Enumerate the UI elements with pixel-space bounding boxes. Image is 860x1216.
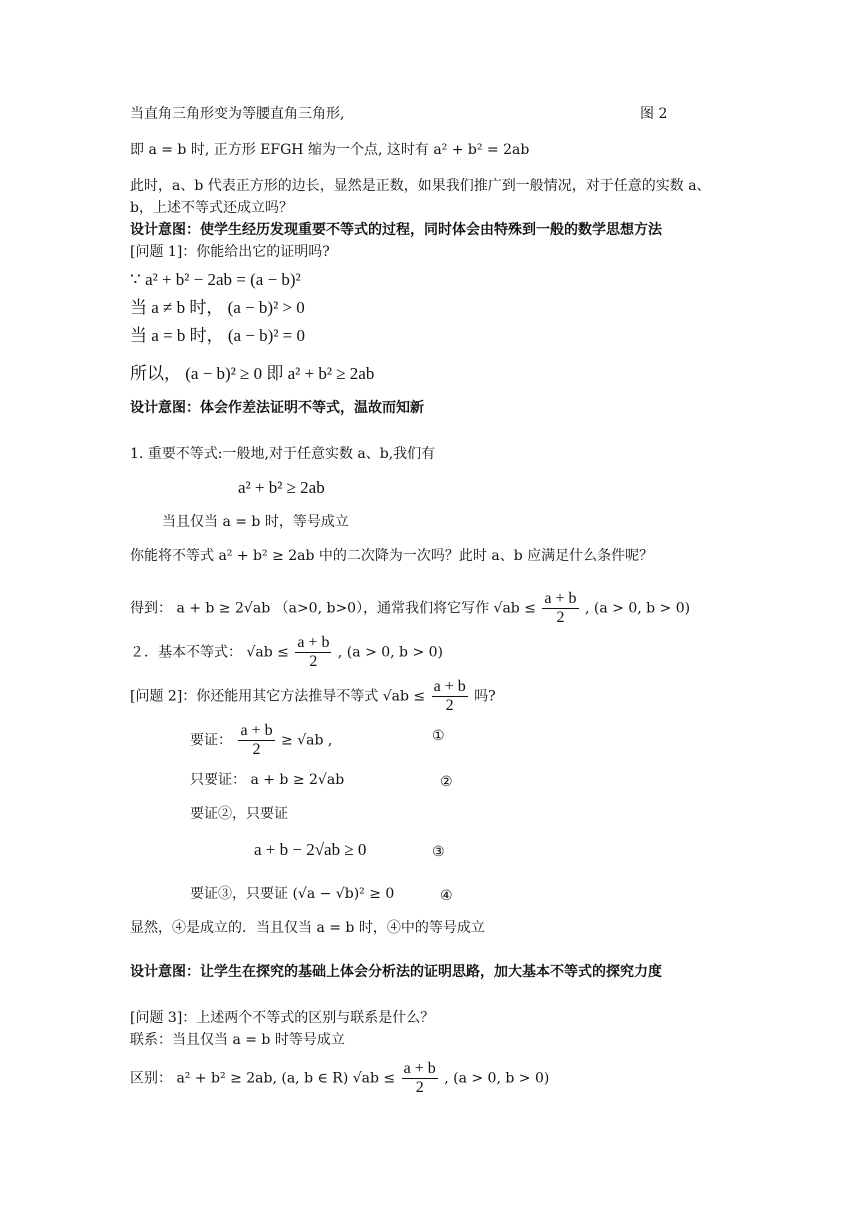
proof-step-1	[190, 722, 332, 759]
frac-den: 2	[309, 653, 318, 670]
circle-1: ①	[432, 728, 445, 744]
difference	[130, 1060, 549, 1097]
theorem-2-cond: , (a > 0, b > 0)	[337, 644, 444, 661]
question-degree: 你能将不等式 a² + b² ≥ 2ab 中的二次降为一次吗？此时 a、b 应满足什么条件呢？	[130, 548, 654, 564]
design-intent-1: 设计意图：使学生经历发现重要不等式的过程，同时体会由特殊到一般的数学思想方法	[130, 222, 662, 238]
text-line-4: b，上述不等式还成立吗？	[130, 200, 293, 216]
circle-2: ②	[440, 774, 453, 790]
proof-step-2: 只要证： a + b ≥ 2√ab	[190, 772, 345, 788]
frac-den: 2	[556, 609, 565, 626]
difference-text: 区别： a² + b² ≥ 2ab, (a, b ∈ R) √ab ≤	[130, 1070, 396, 1087]
theorem-1-equality: 当且仅当 a = b 时，等号成立	[162, 514, 349, 530]
frac-den: 2	[415, 1079, 424, 1096]
proof-step-5: 要证③，只要证 (√a − √b)² ≥ 0	[190, 886, 395, 902]
derived-text: 得到： a + b ≥ 2√ab （a>0, b>0），通常我们将它写作 √ab ≤	[130, 600, 536, 617]
theorem-2	[130, 634, 443, 671]
frac-num: a + b	[544, 590, 577, 607]
difference-cond: , (a > 0, b > 0)	[444, 1070, 550, 1087]
question-3: [问题 3]：上述两个不等式的区别与联系是什么？	[130, 1010, 435, 1026]
frac-num: a + b	[433, 678, 466, 695]
proof-step-1-label: 要证：	[190, 732, 232, 749]
math-line-1: ∵ a² + b² − 2ab = (a − b)²	[130, 270, 301, 289]
connection: 联系：当且仅当 a = b 时等号成立	[130, 1032, 345, 1048]
question-2	[130, 678, 496, 715]
design-intent-2: 设计意图：体会作差法证明不等式，温故而知新	[130, 400, 424, 416]
theorem-2-text: ２．基本不等式： √ab ≤	[130, 644, 289, 661]
math-line-4: 所以， (a − b)² ≥ 0 即 a² + b² ≥ 2ab	[130, 364, 375, 383]
text-line-1: 当直角三角形变为等腰直角三角形,	[130, 106, 345, 122]
fraction	[432, 678, 468, 715]
fraction	[295, 634, 331, 671]
text-line-2: 即 a = b 时, 正方形 EFGH 缩为一个点, 这时有 a² + b² = 2ab	[130, 142, 530, 158]
frac-num: a + b	[297, 634, 330, 651]
figure-label: 图 2	[640, 106, 668, 122]
derived-line	[130, 590, 690, 627]
math-line-3: 当 a = b 时， (a − b)² = 0	[130, 326, 306, 345]
question-1: [问题 1]：你能给出它的证明吗?	[130, 244, 330, 260]
derived-cond: , (a > 0, b > 0)	[584, 600, 691, 617]
math-line-2: 当 a ≠ b 时， (a − b)² > 0	[130, 298, 305, 317]
frac-num: a + b	[240, 722, 273, 739]
proof-step-3: 要证②，只要证	[190, 806, 288, 822]
circle-4: ④	[440, 888, 453, 904]
fraction	[402, 1060, 438, 1097]
question-2-end: 吗?	[474, 688, 496, 705]
fraction	[238, 722, 274, 759]
frac-den: 2	[252, 741, 261, 758]
circle-3: ③	[432, 844, 445, 860]
theorem-1: 1. 重要不等式:一般地,对于任意实数 a、b,我们有	[130, 446, 436, 462]
frac-den: 2	[445, 697, 454, 714]
question-2-text: [问题 2]：你还能用其它方法推导不等式 √ab ≤	[130, 688, 426, 705]
theorem-1-formula: a² + b² ≥ 2ab	[238, 478, 325, 497]
proof-conclusion: 显然，④是成立的．当且仅当 a = b 时，④中的等号成立	[130, 920, 485, 936]
proof-step-1-rhs: ≥ √ab ,	[281, 732, 333, 749]
design-intent-3: 设计意图：让学生在探究的基础上体会分析法的证明思路，加大基本不等式的探究力度	[130, 964, 662, 980]
text-line-3: 此时，a、b 代表正方形的边长，显然是正数，如果我们推广到一般情况，对于任意的实数 a、	[130, 178, 711, 194]
frac-num: a + b	[403, 1060, 436, 1077]
proof-step-4: a + b − 2√ab ≥ 0	[254, 840, 367, 859]
fraction	[542, 590, 578, 627]
